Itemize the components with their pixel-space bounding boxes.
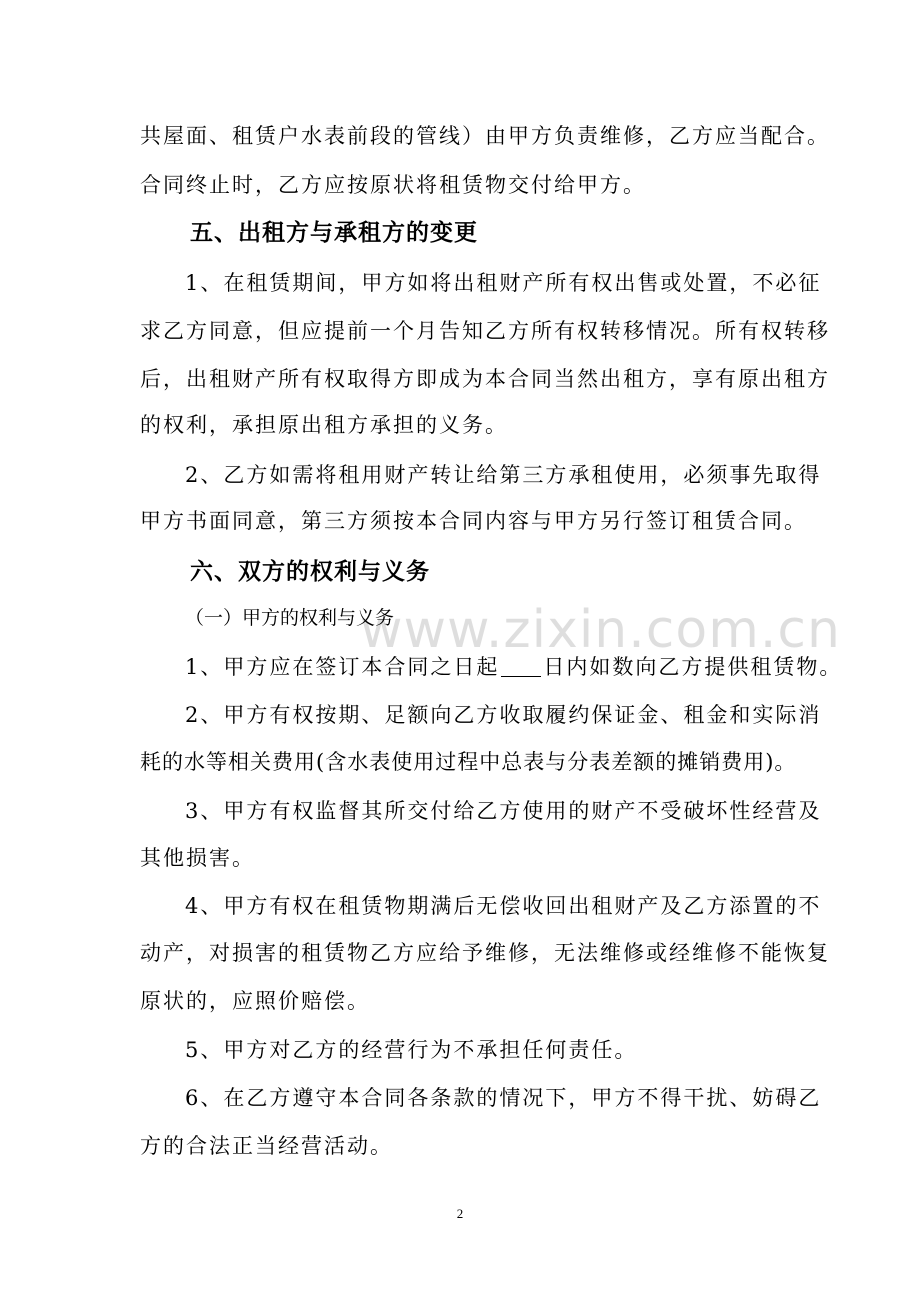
- section-heading-6: 六、双方的权利与义务: [190, 559, 430, 585]
- body-line: 5、甲方对乙方的经营行为不承担任何责任。: [185, 1038, 638, 1062]
- body-line: [185, 652, 843, 682]
- body-line: 1、在租赁期间，甲方如将出租财产所有权出售或处置，不必征: [185, 271, 822, 295]
- clause-text: 日内如数向乙方提供租赁物。: [543, 655, 843, 679]
- watermark: www.zixin.com.cn: [360, 600, 841, 660]
- body-line: 6、在乙方遵守本合同各条款的情况下，甲方不得干扰、妨碍乙: [185, 1086, 822, 1110]
- body-line: 原状的，应照价赔偿。: [140, 989, 370, 1013]
- body-line: 的权利，承担原出租方承担的义务。: [140, 413, 508, 437]
- clause-text: 1、甲方应在签订本合同之日起: [185, 655, 500, 679]
- body-line: 共屋面、租赁户水表前段的管线）由甲方负责维修，乙方应当配合。: [140, 124, 830, 148]
- section-heading-5: 五、出租方与承租方的变更: [190, 220, 478, 246]
- body-line: 求乙方同意，但应提前一个月告知乙方所有权转移情况。所有权转移: [140, 319, 830, 343]
- body-line: 合同终止时，乙方应按原状将租赁物交付给甲方。: [140, 173, 646, 197]
- page-number: 2: [456, 1206, 464, 1221]
- body-line: 动产，对损害的租赁物乙方应给予维修，无法维修或经维修不能恢复: [140, 941, 830, 965]
- body-line: 3、甲方有权监督其所交付给乙方使用的财产不受破坏性经营及: [185, 799, 822, 823]
- body-line: 甲方书面同意，第三方须按本合同内容与甲方另行签订租赁合同。: [140, 509, 807, 533]
- subsection-heading: （一）甲方的权利与义务: [185, 607, 395, 629]
- body-line: 方的合法正当经营活动。: [140, 1134, 393, 1158]
- fill-in-blank: [501, 654, 541, 677]
- body-line: 其他损害。: [140, 846, 255, 870]
- body-line: 后，出租财产所有权取得方即成为本合同当然出租方，享有原出租方: [140, 367, 830, 391]
- body-line: 2、乙方如需将租用财产转让给第三方承租使用，必须事先取得: [185, 463, 822, 487]
- body-line: 2、甲方有权按期、足额向乙方收取履约保证金、租金和实际消: [185, 703, 822, 727]
- body-line: 4、甲方有权在租赁物期满后无偿收回出租财产及乙方添置的不: [185, 894, 822, 918]
- body-line: 耗的水等相关费用(含水表使用过程中总表与分表差额的摊销费用)。: [140, 750, 797, 774]
